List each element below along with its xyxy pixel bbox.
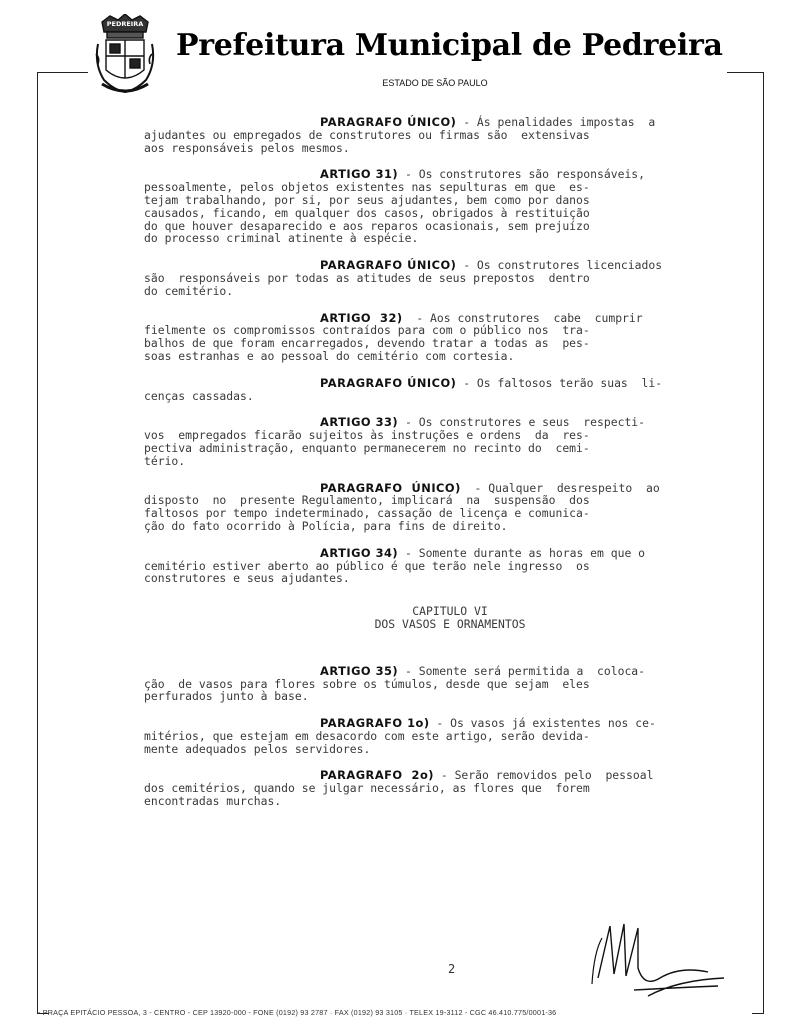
- seal-banner-text: PEDREIRA: [106, 20, 144, 28]
- article-heading: PARAGRAFO ÚNICO): [320, 258, 457, 273]
- chapter-number: CAPITULO VI: [412, 604, 488, 619]
- paragraph-line: aos responsáveis pelos mesmos.: [144, 140, 350, 155]
- chapter-title: DOS VASOS E ORNAMENTOS: [374, 616, 526, 631]
- article-paragraph: [144, 717, 756, 755]
- article-paragraph: [144, 312, 756, 363]
- paragraph-line: soas estranhas e ao pessoal do cemitério com cortesia.: [144, 348, 515, 363]
- article-heading: PARAGRAFO 1o): [320, 716, 430, 731]
- municipal-seal: [92, 14, 158, 106]
- paragraph-line: ção de vasos para flores sobre os túmulos, desde que sejam eles: [144, 676, 590, 691]
- article-heading: ARTIGO 35): [320, 663, 399, 678]
- paragraph-line: construtores e seus ajudantes.: [144, 571, 350, 586]
- article-paragraph: [144, 377, 756, 403]
- articles-block-1: [144, 116, 756, 585]
- top-rule-right: [727, 72, 763, 73]
- page-subtitle: ESTADO DE SÃO PAULO: [382, 78, 488, 88]
- handwritten-signature: [588, 918, 728, 1010]
- line-text: - Os construtores são responsáveis,: [398, 167, 646, 182]
- article-paragraph: [144, 259, 756, 297]
- paragraph-line: [144, 547, 756, 560]
- paragraph-line: encontradas murchas.: [144, 794, 282, 809]
- paragraph-line: faltosos por tempo indeterminado, cassação de licença e comunica-: [144, 506, 590, 521]
- line-text: - Os construtores e seus respecti-: [398, 415, 646, 430]
- paragraph-line: [144, 116, 756, 129]
- article-heading: PARAGRAFO ÚNICO): [320, 115, 457, 129]
- article-heading: PARAGRAFO ÚNICO): [320, 480, 461, 495]
- line-text: - Os faltosos terão suas li-: [456, 375, 663, 390]
- footer-address: - PRAÇA EPITÁCIO PESSOA, 3 - CENTRO - CEP 13920-000 - FONE (0192) 93 2787 · FAX (0192) 93 3105 · TELEX 19-3112 - CGC 46.410.775/0001-36: [38, 1008, 557, 1017]
- paragraph-line: tejam trabalhando, por si, por seus ajudantes, bem como por danos: [144, 192, 590, 207]
- article-heading: ARTIGO 32): [320, 310, 403, 325]
- paragraph-line: pectiva administração, enquanto permanecerem no recinto do cemi-: [144, 440, 590, 455]
- left-rule: [37, 72, 38, 1013]
- document-body: [144, 116, 756, 822]
- paragraph-line: cenças cassadas.: [144, 388, 254, 403]
- article-heading: ARTIGO 31): [320, 167, 399, 182]
- paragraph-line: do cemitério.: [144, 283, 234, 298]
- line-text: - Somente durante as horas em que o: [398, 545, 646, 560]
- page-number: 2: [448, 962, 456, 976]
- article-paragraph: [144, 168, 756, 245]
- article-heading: ARTIGO 33): [320, 415, 399, 430]
- paragraph-line: mitérios, que estejam em desacordo com este artigo, serão devida-: [144, 728, 590, 743]
- paragraph-line: disposto no presente Regulamento, implicará na suspensão dos: [144, 493, 590, 508]
- paragraph-line: [144, 665, 756, 678]
- paragraph-line: [144, 377, 756, 390]
- paragraph-line: dos cemitérios, quando se julgar necessário, as flores que forem: [144, 781, 590, 796]
- article-paragraph: [144, 116, 756, 154]
- paragraph-line: tério.: [144, 453, 186, 468]
- paragraph-line: balhos de que foram encarregados, devendo tratar a todas as pes-: [144, 336, 590, 351]
- article-paragraph: [144, 547, 756, 585]
- paragraph-line: ção do fato ocorrido à Polícia, para fins de direito.: [144, 518, 508, 533]
- right-rule: [763, 72, 764, 1013]
- article-paragraph: [144, 769, 756, 807]
- article-heading: PARAGRAFO 2o): [320, 768, 434, 783]
- paragraph-line: cemitério estiver aberto ao público é que terão nele ingresso os: [144, 558, 590, 573]
- line-text: - Somente será permitida a coloca-: [398, 663, 646, 678]
- chapter-heading: [144, 605, 756, 631]
- line-text: - Serão removidos pelo pessoal: [434, 768, 654, 783]
- paragraph-line: causados, ficando, em qualquer dos casos, obrigados à restituição: [144, 205, 590, 220]
- paragraph-line: são responsáveis por todas as atitudes de seus prepostos dentro: [144, 270, 590, 285]
- article-paragraph: [144, 665, 756, 703]
- article-paragraph: [144, 416, 756, 467]
- line-text: - Os construtores licenciados: [456, 258, 663, 273]
- paragraph-line: mente adequados pelos servidores.: [144, 741, 371, 756]
- paragraph-line: [144, 717, 756, 730]
- line-text: - Qualquer desrespeito ao: [460, 480, 660, 495]
- line-text: - Aos construtores cabe cumprir: [402, 310, 643, 325]
- article-heading: PARAGRAFO ÚNICO): [320, 375, 457, 390]
- article-heading: ARTIGO 34): [320, 545, 399, 560]
- paragraph-line: vos empregados ficarão sujeitos às instruções e ordens da res-: [144, 428, 590, 443]
- paragraph-line: ajudantes ou empregados de construtores ou firmas são extensivas: [144, 127, 590, 142]
- paragraph-line: fielmente os compromissos contraídos para com o público nos tra-: [144, 323, 590, 338]
- paragraph-line: pessoalmente, pelos objetos existentes nas sepulturas em que es-: [144, 180, 590, 195]
- paragraph-line: perfurados junto à base.: [144, 689, 309, 704]
- articles-block-2: [144, 665, 756, 808]
- top-rule-left: [38, 72, 88, 73]
- line-text: - Ás penalidades impostas a: [456, 115, 656, 129]
- article-paragraph: [144, 482, 756, 533]
- paragraph-line: do que houver desaparecido e aos reparos ocasionais, sem prejuízo: [144, 218, 590, 233]
- paragraph-line: do processo criminal atinente à espécie.: [144, 231, 419, 246]
- page-title: Prefeitura Municipal de Pedreira: [176, 28, 723, 63]
- line-text: - Os vasos já existentes nos ce-: [429, 716, 656, 731]
